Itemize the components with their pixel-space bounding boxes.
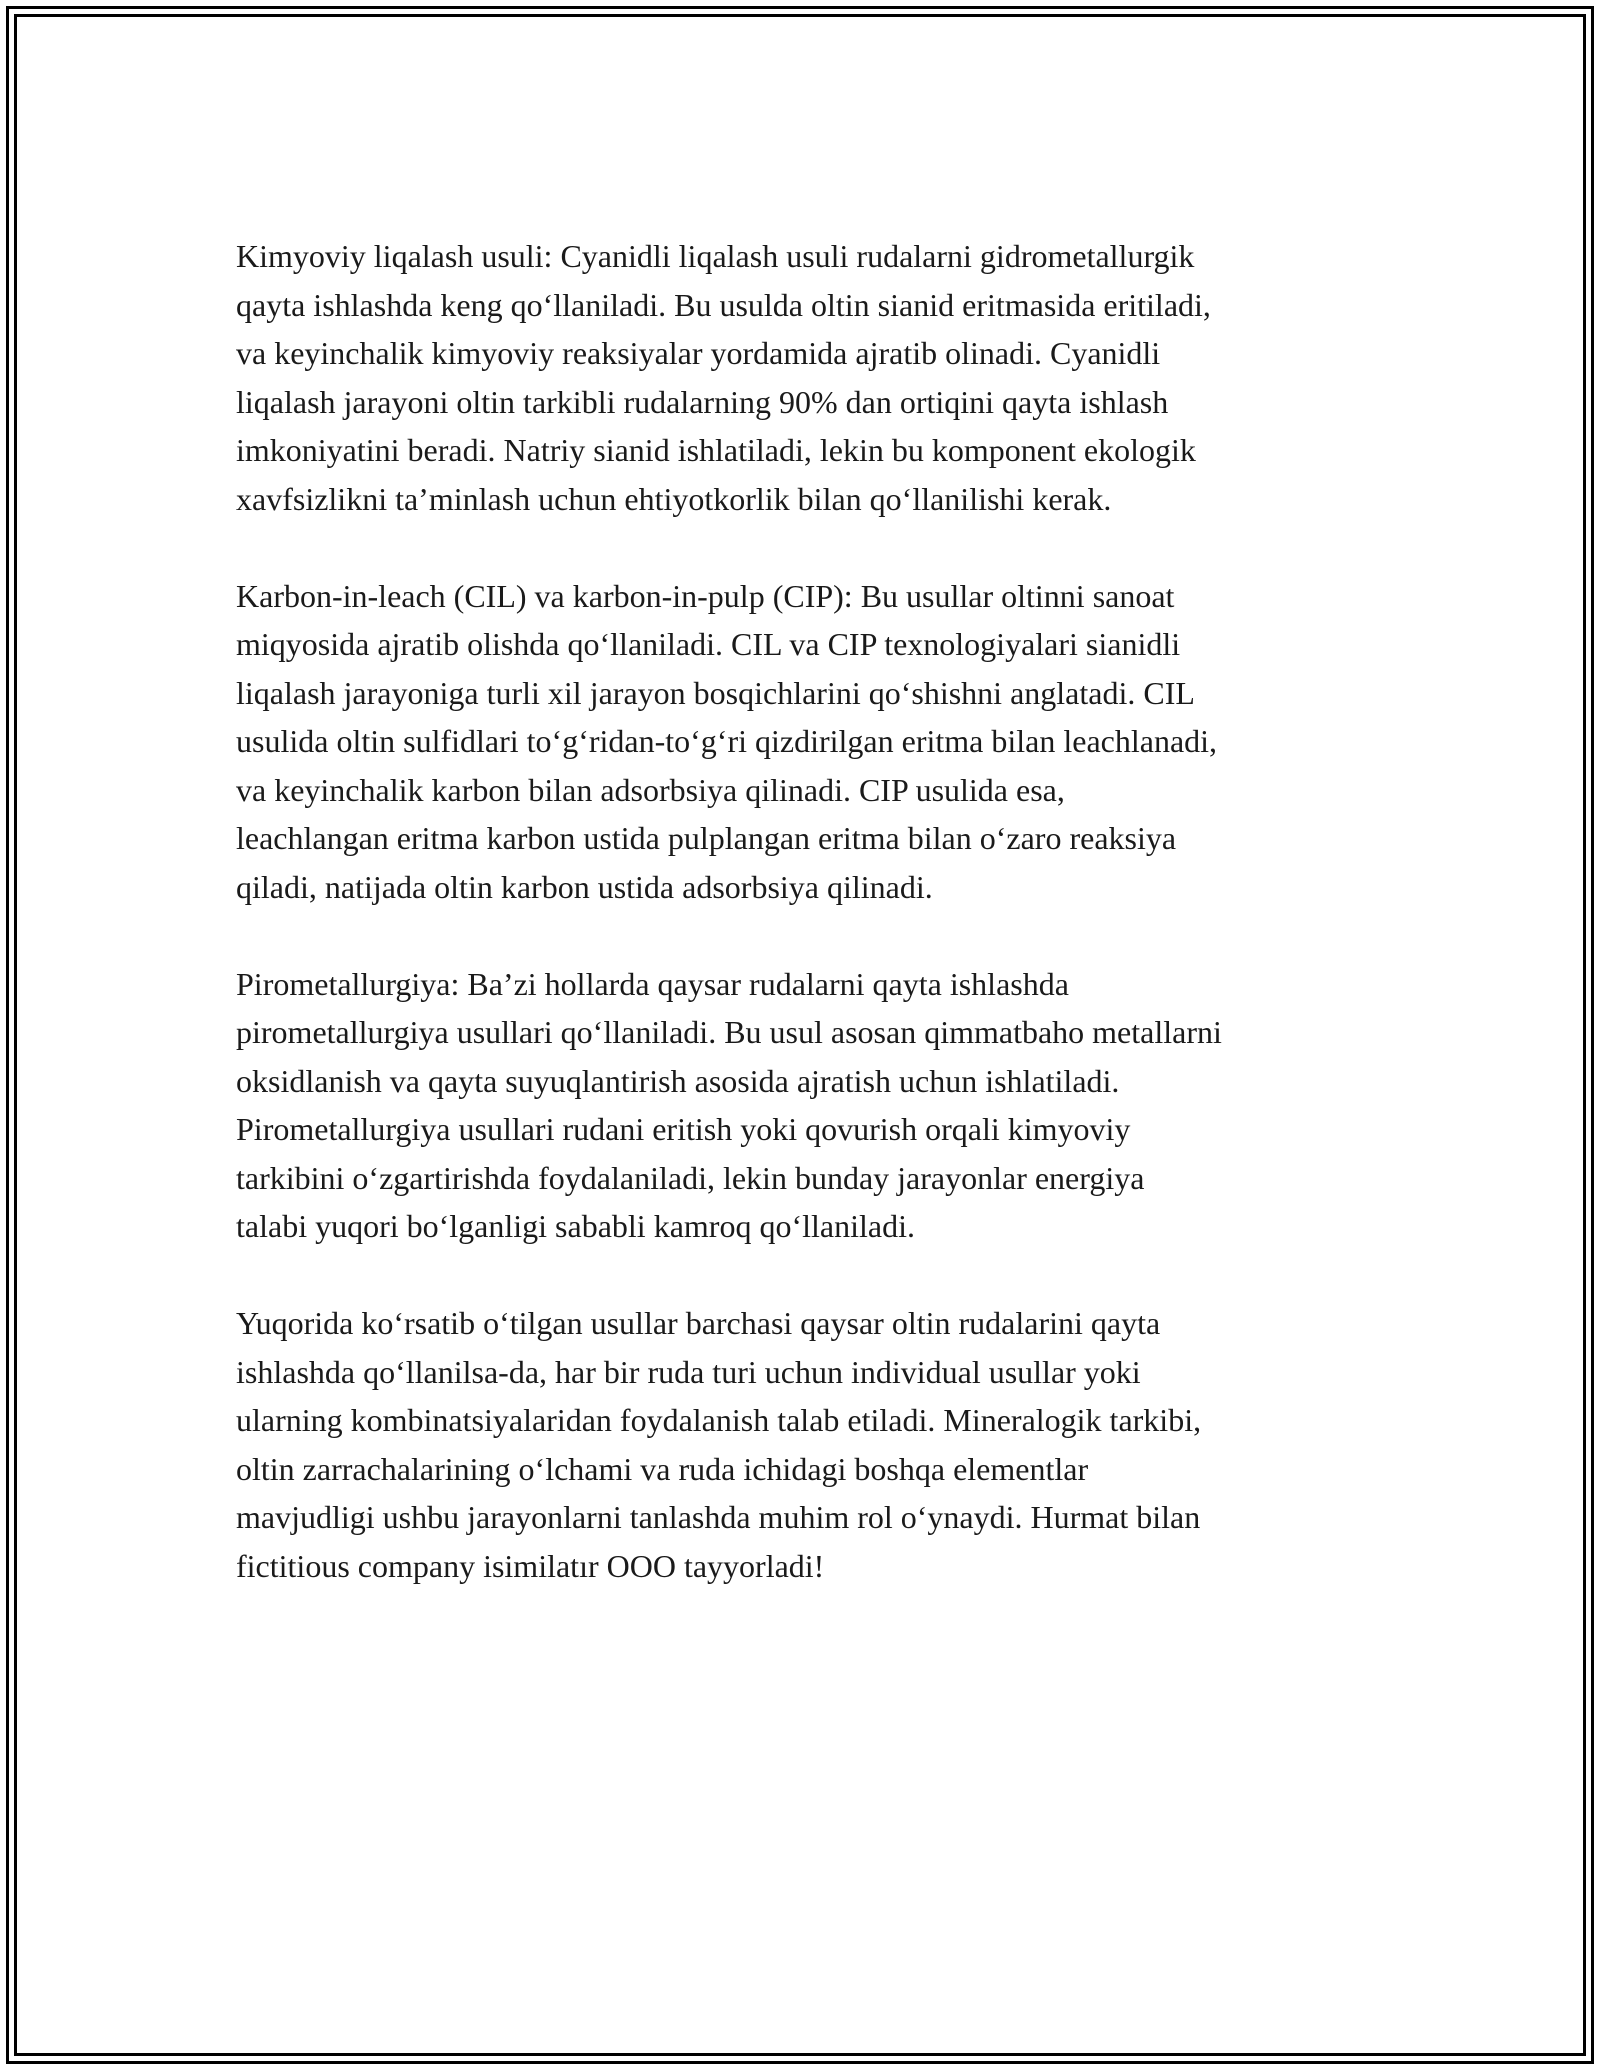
text-line: qayta ishlashda keng qo‘llaniladi. Bu usulda oltin sianid eritmasida eritiladi, [236, 286, 1211, 323]
text-line: va keyinchalik kimyoviy reaksiyalar yordamida ajratib olinadi. Cyanidli [236, 335, 1161, 371]
paragraph-cyanide-leaching [236, 232, 1376, 523]
text-line: Karbon-in-leach (CIL) va karbon-in-pulp (CIP): Bu usullar oltinni sanoat [236, 577, 1175, 614]
text-line: liqalash jarayoniga turli xil jarayon bosqichlarini qo‘shishni anglatadi. CIL [236, 674, 1195, 711]
text-line: miqyosida ajratib olishda qo‘llaniladi. CIL va CIP texnologiyalari sianidli [236, 626, 1181, 662]
text-line: pirometallurgiya usullari qo‘llaniladi. Bu usul asosan qimmatbaho metallarni [236, 1014, 1222, 1050]
text-line: usulida oltin sulfidlari to‘g‘ridan-to‘g‘ri qizdirilgan eritma bilan leachlanadi, [236, 723, 1218, 759]
paragraph-cil-cip [236, 572, 1376, 912]
text-line: ularning kombinatsiyalaridan foydalanish talab etiladi. Mineralogik tarkibi, [236, 1402, 1202, 1438]
text-line: Kimyoviy liqalash usuli: Cyanidli liqalash usuli rudalarni gidrometallurgik [236, 238, 1195, 274]
text-line: oltin zarrachalarining o‘lchami va ruda ichidagi boshqa elementlar [236, 1450, 1089, 1487]
text-line: va keyinchalik karbon bilan adsorbsiya qilinadi. CIP usulida esa, [236, 771, 1065, 808]
paragraph-conclusion [236, 1299, 1376, 1590]
text-line: Yuqorida ko‘rsatib o‘tilgan usullar barchasi qaysar oltin rudalarini qayta [236, 1305, 1161, 1341]
text-line: liqalash jarayoni oltin tarkibli rudalarning 90% dan ortiqini qayta ishlash [236, 383, 1169, 420]
text-line: oksidlanish va qayta suyuqlantirish asosida ajratish uchun ishlatiladi. [236, 1062, 1120, 1099]
text-line: tarkibini o‘zgartirishda foydalaniladi, lekin bunday jarayonlar energiya [236, 1159, 1145, 1196]
text-line: Pirometallurgiya: Ba’zi hollarda qaysar rudalarni qayta ishlashda [236, 965, 1069, 1002]
document-body [236, 232, 1376, 1639]
text-line: fictitious company isimilatır OOO tayyorladi! [236, 1547, 825, 1584]
text-line: mavjudligi ushbu jarayonlarni tanlashda muhim rol o‘ynaydi. Hurmat bilan [236, 1499, 1201, 1535]
paragraph-pyrometallurgy [236, 960, 1376, 1251]
text-line: xavfsizlikni ta’minlash uchun ehtiyotkorlik bilan qo‘llanilishi kerak. [236, 480, 1112, 517]
text-line: leachlangan eritma karbon ustida pulplangan eritma bilan o‘zaro reaksiya [236, 820, 1177, 856]
text-line: qiladi, natijada oltin karbon ustida adsorbsiya qilinadi. [236, 868, 933, 905]
text-line: ishlashda qo‘llanilsa-da, har bir ruda turi uchun individual usullar yoki [236, 1353, 1141, 1390]
text-line: talabi yuqori bo‘lganligi sababli kamroq qo‘llaniladi. [236, 1208, 915, 1244]
text-line: imkoniyatini beradi. Natriy sianid ishlatiladi, lekin bu komponent ekologik [236, 432, 1196, 468]
text-line: Pirometallurgiya usullari rudani eritish yoki qovurish orqali kimyoviy [236, 1111, 1131, 1147]
